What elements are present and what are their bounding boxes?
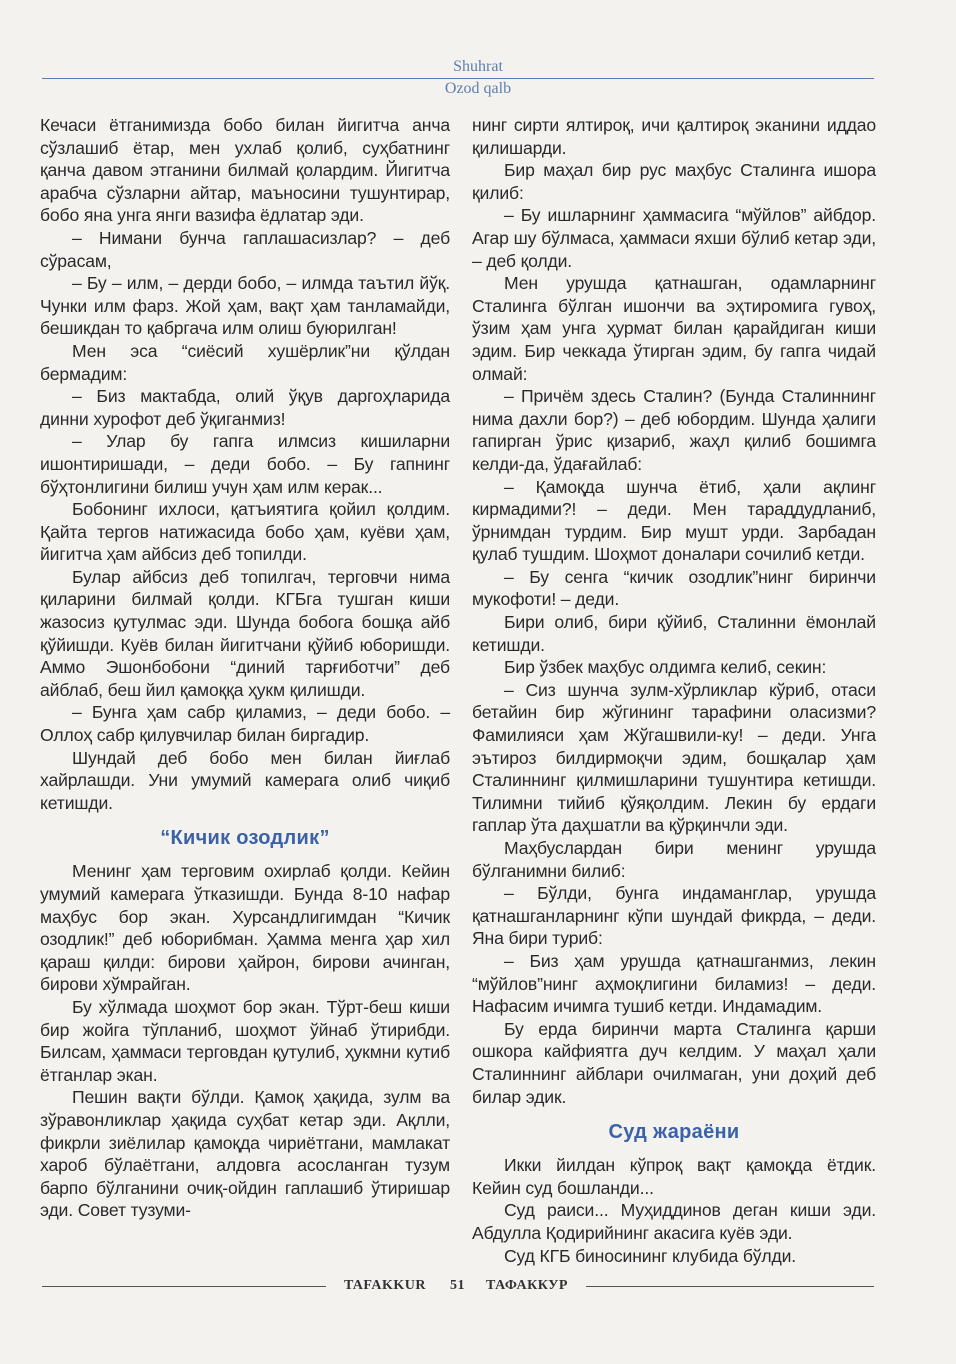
- paragraph: Шундай деб бобо мен билан йиғлаб хайрлашди. Уни умумий камерага олиб чиқиб кетишди.: [40, 747, 450, 813]
- paragraph: – Биз мактабда, олий ўқув даргоҳларида динни хурофот деб ўқиганмиз!: [40, 386, 450, 429]
- paragraph: – Сиз шунча зулм-хўрликлар кўриб, отаси бетайин бир жўгининг тарафини оласизми? Фамилияси ҳам Жўгашвили-ку! – деди. Унга эътироз билдирмоқчи эдим, бошқалар ҳам Сталиннинг қилмишларини тушунтира кетишди. Тилимни тийиб қўяқолдим. Лекин бу ердаги гаплар ўта даҳшатли ва қўрқинчли эди.: [472, 679, 876, 836]
- page-number: 51: [450, 1278, 465, 1293]
- paragraph: – Причём здесь Сталин? (Бунда Сталиннинг нима дахли бор?) – деб юбордим. Шунда ҳалиги гапирган ўрис қизариб, жаҳл қилиб бошимга келди-да, ўдағайлаб:: [472, 386, 876, 474]
- paragraph: – Улар бу гапга илмсиз кишиларни ишонтиришади, – деди бобо. – Бу гапнинг бўҳтонлигини билиш учун ҳам илм керак...: [40, 431, 450, 497]
- footer-title-cyrillic: ТАФАККУР: [486, 1278, 568, 1293]
- footer-title-latin: TAFAKKUR: [344, 1278, 427, 1293]
- paragraph: Бу хўлмада шоҳмот бор экан. Тўрт-беш киши бир жойга тўпланиб, шоҳмот ўйнаб ўтирибди. Билсам, ҳаммаси терговдан қутулиб, ҳукмни кутиб ётганлар экан.: [40, 996, 450, 1085]
- header-rule: [42, 78, 874, 79]
- paragraph: Пешин вақти бўлди. Қамоқ ҳақида, зулм ва зўравонликлар ҳақида суҳбат кетар эди. Ақлли, фикрли зиёлилар қамоқда чириётгани, мамлакат хароб бўлаётгани, алдовга асосланган тузум барпо бўлганини очиқ-ойдин гаплашиб ўтиришар эди. Совет тузуми-: [40, 1087, 450, 1221]
- section-name: Ozod qalb: [444, 80, 512, 97]
- paragraph: – Бунга ҳам сабр қиламиз, – деди бобо. – Оллоҳ сабр қилувчилар билан биргадир.: [40, 702, 450, 746]
- paragraph: Мен урушда қатнашган, одамларнинг Сталинга бўлган ишончи ва эҳтиромига гувоҳ, ўзим ҳам унга ҳурмат билан қарайдиган киши эдим. Бир чеккада ўтирган эдим, бу гапга чидай олмай:: [472, 273, 876, 384]
- paragraph: Бир ўзбек маҳбус олдимга келиб, секин:: [504, 657, 827, 678]
- paragraph: Мен эса “сиёсий хушёрлик”ни қўлдан бермадим:: [40, 340, 450, 384]
- paragraph: – Бу ишларнинг ҳаммасига “мўйлов” айбдор. Агар шу бўлмаса, ҳаммаси яхши бўлиб кетар эди, – деб қолди.: [472, 205, 876, 271]
- footer-rule-left: [42, 1286, 326, 1287]
- paragraph: – Нимани бунча гаплашасизлар? – деб сўрасам,: [40, 227, 450, 271]
- paragraph: Икки йилдан кўпроқ вақт қамоқда ётдик. Кейин суд бошланди...: [472, 1155, 876, 1198]
- paragraph: Бири олиб, бири қўйиб, Сталинни ёмонлай кетишди.: [472, 612, 876, 655]
- page-footer: [0, 1276, 956, 1298]
- paragraph: Кечаси ётганимизда бобо билан йигитча анча сўзлашиб ётар, мен ухлаб қолиб, суҳбатнинг қанча давом этганини билмай қолардим. Йигитча арабча сўзларни айтар, маъносини тушунтирар, бобо яна унга янги вазифа ёдлатар эди.: [40, 115, 450, 226]
- footer-rule-right: [586, 1286, 874, 1287]
- paragraph: – Бўлди, бунга индаманглар, урушда қатнашганларнинг кўпи шундай фикрда, – деди. Яна бири туриб:: [472, 883, 876, 949]
- paragraph: Бу ерда биринчи марта Сталинга қарши ошкора кайфиятга дуч келдим. У маҳал ҳали Сталиннинг айблари очилмаган, уни доҳий деб билар эдик.: [472, 1018, 876, 1107]
- paragraph: нинг сирти ялтироқ, ичи қалтироқ эканини иддао қилишарди.: [472, 115, 876, 158]
- section-heading: Суд жараёни: [608, 1121, 740, 1144]
- section-heading: “Кичик озодлик”: [160, 827, 330, 850]
- paragraph: Бир маҳал бир рус маҳбус Сталинга ишора қилиб:: [472, 160, 876, 203]
- paragraph: Менинг ҳам терговим охирлаб қолди. Кейин умумий камерага ўтказишди. Бунда 8-10 нафар маҳбус бор экан. Хурсандлигимдан “Кичик озодлик!” деб юборибман. Ҳамма менга ҳар хил қараш қилди: бирови ҳайрон, бирови ачинган, бирови хўмрайган.: [40, 861, 450, 995]
- paragraph: – Қамоқда шунча ётиб, ҳали ақлинг кирмадими?! – деди. Мен тараддудланиб, ўрнимдан турдим. Бир мушт урди. Зарбадан қулаб тушдим. Шоҳмот доналари сочилиб кетди.: [472, 476, 876, 565]
- left-column: [40, 114, 450, 1222]
- paragraph: Маҳбуслардан бири менинг урушда бўлганимни билиб:: [472, 838, 876, 881]
- paragraph: Суд КГБ биносининг клубида бўлди.: [504, 1245, 797, 1266]
- paragraph: Суд раиси... Муҳиддинов деган киши эди. Абдулла Қодирийнинг акасига куёв эди.: [472, 1200, 876, 1243]
- journal-name: Shuhrat: [453, 58, 503, 75]
- paragraph: – Бу сенга “кичик озодлик”нинг биринчи мукофоти! – деди.: [472, 566, 876, 610]
- paragraph: – Бу – илм, – дерди бобо, – илмда таътил йўқ. Чунки илм фарз. Жой ҳам, вақт ҳам танламайди, бешикдан то қабргача илм олиш буюрилган!: [40, 273, 450, 339]
- paragraph: Булар айбсиз деб топилгач, терговчи нима қиларини билмай қолди. КГБга тушган киши жазосиз қутулмас эди. Шунда бобога бошқа айб қўйишди. Куёв билан йигитчани қўйиб юборишди. Аммо Эшонбобони “диний тарғиботчи” деб айблаб, беш йил қамоққа ҳукм қилишди.: [40, 566, 450, 700]
- right-column: [472, 114, 876, 1267]
- paragraph: – Биз ҳам урушда қатнашганмиз, лекин “мўйлов”нинг аҳмоқлигини биламиз! – деди. Нафасим ичимга тушиб кетди. Индамадим.: [472, 950, 876, 1017]
- paragraph: Бобонинг ихлоси, қатъиятига қойил қолдим. Қайта тергов натижасида бобо ҳам, куёви ҳам, йигитча ҳам айбсиз деб топилди.: [40, 499, 450, 565]
